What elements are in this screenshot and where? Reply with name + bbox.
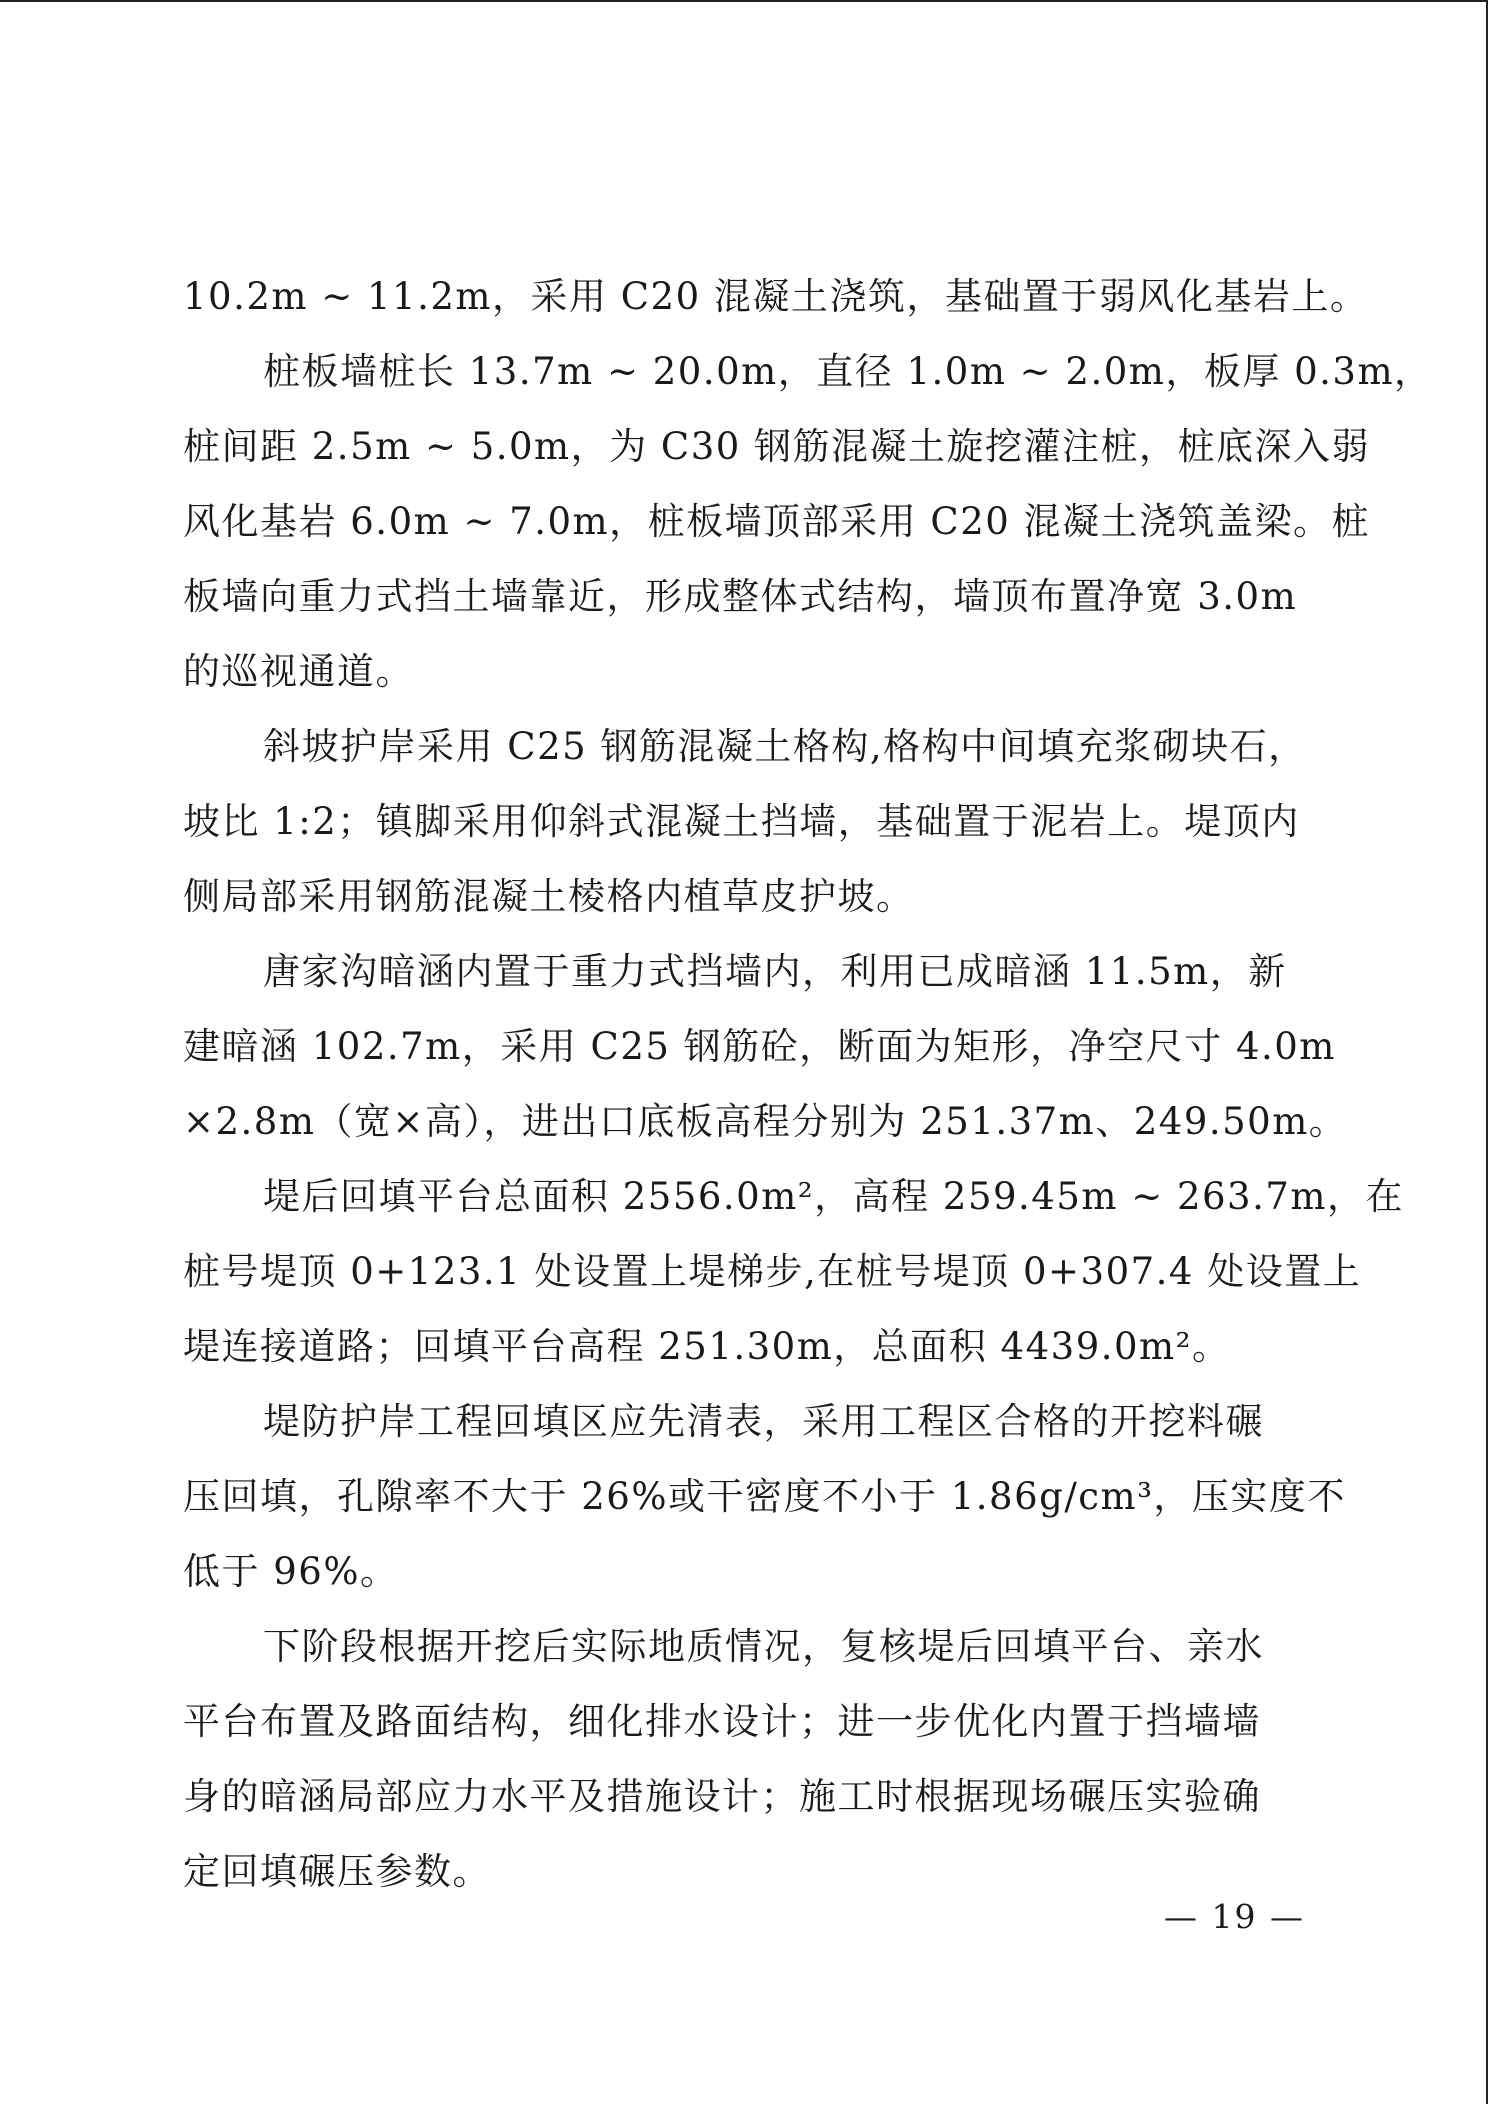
text-line: 唐家沟暗涵内置于重力式挡墙内，利用已成暗涵 11.5m，新 (263, 950, 1287, 993)
paragraph (183, 1165, 1404, 1390)
text-line: 堤防护岸工程回填区应先清表，采用工程区合格的开挖料碾 (263, 1400, 1264, 1443)
text-line: 桩间距 2.5m ~ 5.0m，为 C30 钢筋混凝土旋挖灌注桩，桩底深入弱 (183, 425, 1371, 468)
text-line: 的巡视通道。 (183, 650, 414, 693)
text-line: 桩号堤顶 0+123.1 处设置上堤梯步,在桩号堤顶 0+307.4 处设置上 (183, 1250, 1362, 1293)
text-line: 平台布置及路面结构，细化排水设计；进一步优化内置于挡墙墙 (183, 1700, 1261, 1743)
text-line: 堤后回填平台总面积 2556.0m²，高程 259.45m ~ 263.7m，在 (263, 1175, 1404, 1218)
text-line: 10.2m ~ 11.2m，采用 C20 混凝土浇筑，基础置于弱风化基岩上。 (183, 275, 1369, 318)
text-line: 风化基岩 6.0m ~ 7.0m，桩板墙顶部采用 C20 混凝土浇筑盖梁。桩 (183, 500, 1371, 543)
text-line: 下阶段根据开挖后实际地质情况，复核堤后回填平台、亲水 (263, 1625, 1264, 1668)
paragraph (183, 1615, 1303, 1915)
text-line: ×2.8m（宽×高），进出口底板高程分别为 251.37m、249.50m。 (183, 1100, 1348, 1143)
text-line: 板墙向重力式挡土墙靠近，形成整体式结构，墙顶布置净宽 3.0m (183, 575, 1298, 618)
text-line: 斜坡护岸采用 C25 钢筋混凝土格构,格构中间填充浆砌块石， (263, 725, 1307, 768)
paragraph (183, 715, 1307, 940)
text-line: 桩板墙桩长 13.7m ~ 20.0m，直径 1.0m ~ 2.0m，板厚 0.3m， (263, 350, 1433, 393)
page-top-border (0, 0, 1486, 3)
text-line: 身的暗涵局部应力水平及措施设计；施工时根据现场碾压实验确 (183, 1775, 1261, 1818)
text-line: 定回填碾压参数。 (183, 1850, 491, 1893)
text-line: 坡比 1:2；镇脚采用仰斜式混凝土挡墙，基础置于泥岩上。堤顶内 (183, 800, 1300, 843)
paragraph (183, 1390, 1346, 1615)
paragraph (183, 265, 1369, 340)
document-body (183, 265, 1433, 1915)
text-line: 压回填，孔隙率不大于 26%或干密度不小于 1.86g/cm³，压实度不 (183, 1475, 1346, 1518)
text-line: 低于 96%。 (183, 1550, 399, 1593)
text-line: 建暗涵 102.7m，采用 C25 钢筋砼，断面为矩形，净空尺寸 4.0m (183, 1025, 1336, 1068)
page-number: — 19 — (1164, 1897, 1305, 1936)
text-line: 侧局部采用钢筋混凝土棱格内植草皮护坡。 (183, 875, 915, 918)
paragraph (183, 340, 1433, 715)
text-line: 堤连接道路；回填平台高程 251.30m，总面积 4439.0m²。 (183, 1325, 1231, 1368)
paragraph (183, 940, 1348, 1165)
